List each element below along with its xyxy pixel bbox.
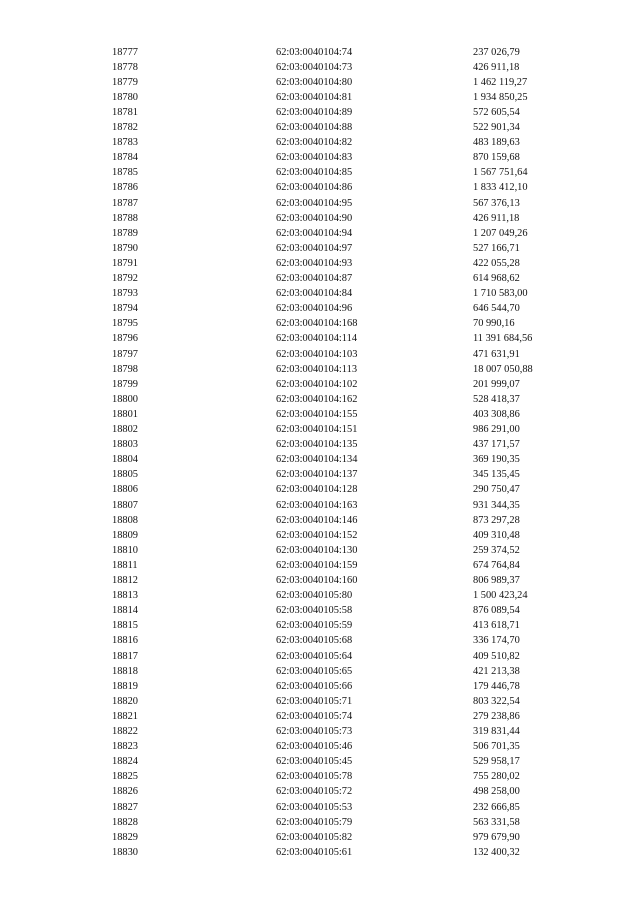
table-row xyxy=(0,558,640,573)
cadastral-number: 62:03:0040104:85 xyxy=(276,167,353,179)
cadastral-value: 876 089,54 xyxy=(473,605,520,617)
row-number: 18807 xyxy=(112,499,138,511)
row-number: 18798 xyxy=(112,363,138,375)
table-row xyxy=(0,588,640,603)
cadastral-number: 62:03:0040104:102 xyxy=(276,378,358,390)
cadastral-number: 62:03:0040105:59 xyxy=(276,620,353,632)
cadastral-number: 62:03:0040105:66 xyxy=(276,680,353,692)
cadastral-number: 62:03:0040104:160 xyxy=(276,575,358,586)
cadastral-number: 62:03:0040104:74 xyxy=(276,46,353,58)
cadastral-value: 931 344,35 xyxy=(473,499,520,511)
row-number: 18803 xyxy=(112,439,138,451)
row-number: 18829 xyxy=(112,831,138,843)
cadastral-number: 62:03:0040105:71 xyxy=(276,695,353,707)
cadastral-value: 986 291,00 xyxy=(473,424,520,435)
row-number: 18782 xyxy=(112,122,138,133)
row-number: 18808 xyxy=(112,514,138,526)
cadastral-number: 62:03:0040104:152 xyxy=(276,529,358,541)
row-number: 18785 xyxy=(112,167,138,179)
row-number: 18825 xyxy=(112,771,138,783)
cadastral-value: 259 374,52 xyxy=(473,544,520,556)
row-number: 18797 xyxy=(112,348,138,360)
cadastral-value: 18 007 050,88 xyxy=(473,363,533,375)
cadastral-number: 62:03:0040105:45 xyxy=(276,756,353,768)
table-row xyxy=(0,830,640,845)
row-number: 18799 xyxy=(112,378,138,390)
cadastral-number: 62:03:0040104:93 xyxy=(276,257,353,269)
row-number: 18780 xyxy=(112,91,138,103)
table-row xyxy=(0,709,640,724)
row-number: 18788 xyxy=(112,212,138,224)
row-number: 18828 xyxy=(112,816,138,828)
cadastral-value: 803 322,54 xyxy=(473,695,520,707)
table-row xyxy=(0,211,640,226)
cadastral-value: 1 462 119,27 xyxy=(473,76,528,88)
cadastral-number: 62:03:0040104:135 xyxy=(276,439,358,451)
cadastral-value: 319 831,44 xyxy=(473,726,520,737)
cadastral-value: 11 391 684,56 xyxy=(473,333,533,345)
cadastral-number: 62:03:0040104:103 xyxy=(276,348,358,360)
table-row xyxy=(0,90,640,105)
table-row xyxy=(0,256,640,271)
row-number: 18819 xyxy=(112,680,138,692)
cadastral-number: 62:03:0040104:81 xyxy=(276,91,353,103)
table-row xyxy=(0,694,640,709)
cadastral-number: 62:03:0040105:58 xyxy=(276,605,353,617)
table-row xyxy=(0,45,640,60)
row-number: 18795 xyxy=(112,318,138,330)
cadastral-number: 62:03:0040105:61 xyxy=(276,846,353,858)
table-row xyxy=(0,392,640,407)
cadastral-value: 755 280,02 xyxy=(473,771,520,783)
cadastral-number: 62:03:0040104:80 xyxy=(276,76,353,88)
table-row xyxy=(0,498,640,513)
row-number: 18783 xyxy=(112,137,138,149)
table-row xyxy=(0,196,640,211)
cadastral-value: 345 135,45 xyxy=(473,469,520,481)
row-number: 18811 xyxy=(112,559,138,571)
table-row xyxy=(0,362,640,377)
table-row xyxy=(0,301,640,316)
table-row xyxy=(0,784,640,799)
cadastral-value: 522 901,34 xyxy=(473,122,520,133)
row-number: 18777 xyxy=(112,46,138,58)
cadastral-value: 567 376,13 xyxy=(473,197,520,209)
row-number: 18793 xyxy=(112,288,138,300)
table-row xyxy=(0,649,640,664)
table-row xyxy=(0,135,640,150)
cadastral-number: 62:03:0040104:128 xyxy=(276,484,358,496)
cadastral-value: 483 189,63 xyxy=(473,137,520,149)
table-row xyxy=(0,120,640,135)
table-row xyxy=(0,422,640,437)
row-number: 18791 xyxy=(112,257,138,269)
cadastral-value: 1 710 583,00 xyxy=(473,288,528,300)
cadastral-value: 290 750,47 xyxy=(473,484,520,496)
cadastral-value: 563 331,58 xyxy=(473,816,520,828)
row-number: 18820 xyxy=(112,695,138,707)
table-row xyxy=(0,724,640,739)
cadastral-number: 62:03:0040105:78 xyxy=(276,771,353,783)
cadastral-value: 70 990,16 xyxy=(473,318,515,330)
table-row xyxy=(0,573,640,588)
cadastral-number: 62:03:0040104:87 xyxy=(276,273,353,284)
row-number: 18815 xyxy=(112,620,138,632)
row-number: 18781 xyxy=(112,106,138,118)
table-row xyxy=(0,618,640,633)
cadastral-value: 572 605,54 xyxy=(473,106,520,118)
cadastral-number: 62:03:0040104:97 xyxy=(276,242,353,254)
table-row xyxy=(0,633,640,648)
cadastral-number: 62:03:0040104:163 xyxy=(276,499,358,511)
cadastral-value: 870 159,68 xyxy=(473,152,520,164)
cadastral-number: 62:03:0040104:88 xyxy=(276,122,353,133)
cadastral-number: 62:03:0040104:134 xyxy=(276,454,358,466)
row-number: 18827 xyxy=(112,801,138,813)
row-number: 18790 xyxy=(112,242,138,254)
cadastral-number: 62:03:0040104:168 xyxy=(276,318,358,330)
cadastral-value: 1 934 850,25 xyxy=(473,91,528,103)
cadastral-number: 62:03:0040104:73 xyxy=(276,61,353,73)
cadastral-value: 646 544,70 xyxy=(473,303,520,315)
table-row xyxy=(0,180,640,195)
cadastral-number: 62:03:0040105:46 xyxy=(276,741,353,753)
cadastral-number: 62:03:0040104:114 xyxy=(276,333,358,345)
cadastral-value: 1 207 049,26 xyxy=(473,227,528,239)
table-row xyxy=(0,75,640,90)
row-number: 18787 xyxy=(112,197,138,209)
cadastral-number: 62:03:0040104:130 xyxy=(276,544,358,556)
cadastral-number: 62:03:0040104:83 xyxy=(276,152,353,164)
row-number: 18789 xyxy=(112,227,138,239)
table-row xyxy=(0,800,640,815)
table-row xyxy=(0,543,640,558)
table-row xyxy=(0,815,640,830)
table-row xyxy=(0,452,640,467)
row-number: 18800 xyxy=(112,393,138,405)
table-row xyxy=(0,377,640,392)
cadastral-value: 426 911,18 xyxy=(473,212,520,224)
cadastral-number: 62:03:0040104:95 xyxy=(276,197,353,209)
row-number: 18814 xyxy=(112,605,138,617)
row-number: 18779 xyxy=(112,76,138,88)
cadastral-value: 421 213,38 xyxy=(473,665,520,677)
row-number: 18809 xyxy=(112,529,138,541)
cadastral-number: 62:03:0040104:90 xyxy=(276,212,353,224)
cadastral-number: 62:03:0040104:94 xyxy=(276,227,353,239)
table-row xyxy=(0,407,640,422)
row-number: 18804 xyxy=(112,454,138,466)
cadastral-value: 498 258,00 xyxy=(473,786,520,798)
table-row xyxy=(0,528,640,543)
table-row xyxy=(0,226,640,241)
cadastral-number: 62:03:0040105:72 xyxy=(276,786,353,798)
cadastral-value: 527 166,71 xyxy=(473,242,520,254)
cadastral-value: 279 238,86 xyxy=(473,710,520,722)
table-row xyxy=(0,316,640,331)
row-number: 18806 xyxy=(112,484,138,496)
table-row xyxy=(0,241,640,256)
row-number: 18805 xyxy=(112,469,138,481)
cadastral-number: 62:03:0040104:82 xyxy=(276,137,353,149)
row-number: 18794 xyxy=(112,303,138,315)
table-row xyxy=(0,271,640,286)
cadastral-value: 413 618,71 xyxy=(473,620,520,632)
table-row xyxy=(0,754,640,769)
cadastral-number: 62:03:0040104:113 xyxy=(276,363,358,375)
cadastral-number: 62:03:0040104:84 xyxy=(276,288,353,300)
table-row xyxy=(0,331,640,346)
cadastral-value: 179 446,78 xyxy=(473,680,520,692)
cadastral-number: 62:03:0040104:155 xyxy=(276,408,358,420)
table-row xyxy=(0,664,640,679)
cadastral-value: 132 400,32 xyxy=(473,846,520,858)
table-row xyxy=(0,286,640,301)
cadastral-value: 232 666,85 xyxy=(473,801,520,813)
row-number: 18822 xyxy=(112,726,138,737)
table-row xyxy=(0,347,640,362)
cadastral-value: 528 418,37 xyxy=(473,393,520,405)
cadastral-value: 674 764,84 xyxy=(473,559,520,571)
cadastral-value: 614 968,62 xyxy=(473,273,520,284)
cadastral-value: 806 989,37 xyxy=(473,575,520,586)
row-number: 18826 xyxy=(112,786,138,798)
row-number: 18816 xyxy=(112,635,138,647)
row-number: 18830 xyxy=(112,846,138,858)
row-number: 18796 xyxy=(112,333,138,345)
row-number: 18778 xyxy=(112,61,138,73)
cadastral-number: 62:03:0040105:74 xyxy=(276,710,353,722)
row-number: 18801 xyxy=(112,408,138,420)
row-number: 18802 xyxy=(112,424,138,435)
row-number: 18812 xyxy=(112,575,138,586)
table-row xyxy=(0,165,640,180)
table-row xyxy=(0,513,640,528)
row-number: 18817 xyxy=(112,650,138,662)
cadastral-value: 201 999,07 xyxy=(473,378,520,390)
row-number: 18824 xyxy=(112,756,138,768)
table-row xyxy=(0,603,640,618)
cadastral-value: 426 911,18 xyxy=(473,61,520,73)
cadastral-value: 1 567 751,64 xyxy=(473,167,528,179)
cadastral-value: 422 055,28 xyxy=(473,257,520,269)
cadastral-value: 409 310,48 xyxy=(473,529,520,541)
cadastral-number: 62:03:0040105:73 xyxy=(276,726,353,737)
cadastral-value: 471 631,91 xyxy=(473,348,520,360)
cadastral-number: 62:03:0040104:96 xyxy=(276,303,353,315)
cadastral-number: 62:03:0040105:64 xyxy=(276,650,353,662)
table-row xyxy=(0,150,640,165)
cadastral-number: 62:03:0040105:68 xyxy=(276,635,353,647)
cadastral-number: 62:03:0040105:82 xyxy=(276,831,353,843)
cadastral-value: 506 701,35 xyxy=(473,741,520,753)
cadastral-number: 62:03:0040104:137 xyxy=(276,469,358,481)
cadastral-value: 1 833 412,10 xyxy=(473,182,528,194)
table-row xyxy=(0,679,640,694)
table-row xyxy=(0,437,640,452)
cadastral-value: 873 297,28 xyxy=(473,514,520,526)
row-number: 18786 xyxy=(112,182,138,194)
cadastral-number: 62:03:0040105:65 xyxy=(276,665,353,677)
cadastral-number: 62:03:0040104:86 xyxy=(276,182,353,194)
row-number: 18821 xyxy=(112,710,138,722)
table-row xyxy=(0,845,640,860)
table-row xyxy=(0,105,640,120)
cadastral-value: 979 679,90 xyxy=(473,831,520,843)
table-row xyxy=(0,739,640,754)
table-row xyxy=(0,60,640,75)
row-number: 18823 xyxy=(112,741,138,753)
cadastral-value: 336 174,70 xyxy=(473,635,520,647)
row-number: 18784 xyxy=(112,152,138,164)
cadastral-value: 529 958,17 xyxy=(473,756,520,768)
cadastral-value: 437 171,57 xyxy=(473,439,520,451)
cadastral-number: 62:03:0040105:80 xyxy=(276,590,353,602)
cadastral-number: 62:03:0040105:79 xyxy=(276,816,353,828)
cadastral-number: 62:03:0040105:53 xyxy=(276,801,353,813)
cadastral-value: 403 308,86 xyxy=(473,408,520,420)
row-number: 18818 xyxy=(112,665,138,677)
cadastral-value: 237 026,79 xyxy=(473,46,520,58)
cadastral-value: 409 510,82 xyxy=(473,650,520,662)
cadastral-number: 62:03:0040104:151 xyxy=(276,424,358,435)
table-row xyxy=(0,467,640,482)
cadastral-number: 62:03:0040104:146 xyxy=(276,514,358,526)
cadastral-number: 62:03:0040104:159 xyxy=(276,559,358,571)
row-number: 18810 xyxy=(112,544,138,556)
table-row xyxy=(0,769,640,784)
cadastral-value: 1 500 423,24 xyxy=(473,590,528,602)
row-number: 18813 xyxy=(112,590,138,602)
row-number: 18792 xyxy=(112,273,138,284)
table-row xyxy=(0,482,640,497)
cadastral-number: 62:03:0040104:162 xyxy=(276,393,358,405)
cadastral-value: 369 190,35 xyxy=(473,454,520,466)
cadastral-number: 62:03:0040104:89 xyxy=(276,106,353,118)
